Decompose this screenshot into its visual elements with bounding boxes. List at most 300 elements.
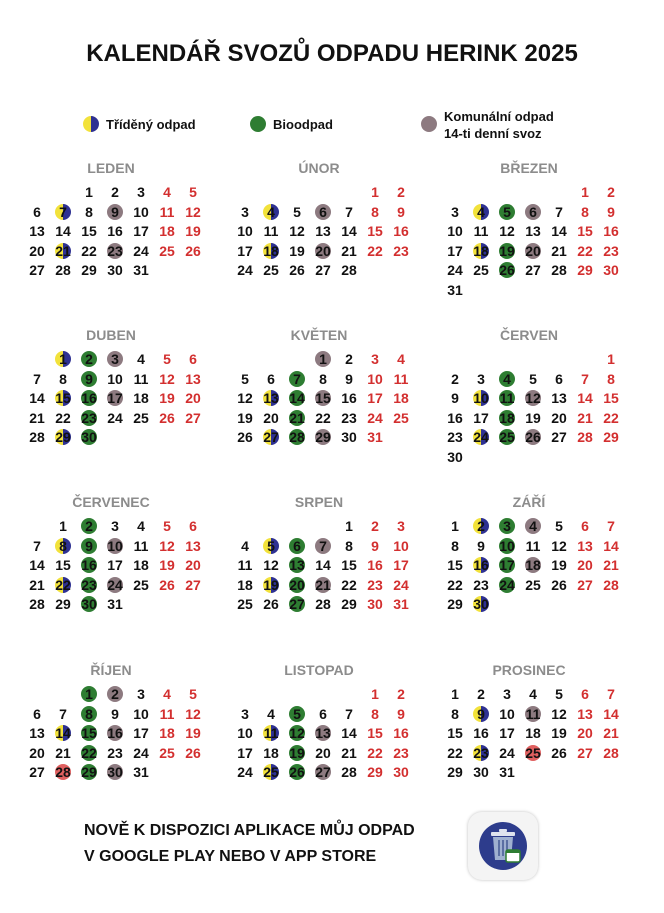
day-number: 7: [33, 537, 41, 554]
day-cell: [76, 575, 102, 595]
day-number: 24: [107, 409, 123, 426]
day-cell: [50, 762, 76, 782]
day-cell: [258, 704, 284, 724]
day-cell: [362, 369, 388, 389]
day-cell: [76, 723, 102, 743]
day-number: 16: [393, 223, 409, 239]
day-cell: [362, 762, 388, 782]
day-cell: [572, 182, 598, 202]
day-cell: [76, 369, 102, 389]
legend-komunalni: [421, 108, 554, 142]
day-cell: [180, 516, 206, 536]
day-cell: [388, 555, 414, 575]
day-number: 6: [555, 370, 563, 387]
day-number: 7: [581, 370, 589, 387]
legend-text-block: [444, 108, 554, 142]
day-cell: [468, 594, 494, 614]
day-number: 14: [55, 725, 71, 741]
day-number: 26: [263, 596, 279, 612]
day-number: 18: [133, 390, 149, 406]
day-cell: [180, 743, 206, 763]
day-cell: [520, 555, 546, 575]
day-cell: [572, 408, 598, 428]
day-number: 22: [55, 409, 71, 426]
day-number: 13: [29, 223, 45, 239]
day-cell: [520, 241, 546, 261]
day-cell: [128, 260, 154, 280]
footer-line-1: NOVĚ K DISPOZICI APLIKACE MŮJ ODPAD: [84, 822, 415, 839]
day-number: 11: [237, 557, 253, 573]
day-number: 19: [289, 242, 305, 259]
day-cell: [388, 388, 414, 408]
day-number: 25: [237, 596, 253, 612]
day-cell: [24, 369, 50, 389]
day-cell: [24, 388, 50, 408]
day-cell: [232, 575, 258, 595]
day-cell: [468, 684, 494, 704]
day-number: 28: [29, 429, 45, 445]
day-cell: [310, 555, 336, 575]
day-number: 20: [577, 725, 593, 741]
day-cell: [128, 202, 154, 222]
day-number: 11: [499, 390, 515, 406]
day-cell: [546, 684, 572, 704]
day-number: 1: [59, 351, 67, 367]
day-number: 24: [473, 429, 489, 445]
day-cell: [336, 743, 362, 763]
day-number: 10: [473, 390, 489, 406]
day-number: 2: [477, 686, 485, 702]
day-number: 27: [525, 262, 541, 278]
day-cell: [442, 762, 468, 782]
day-number: 9: [371, 537, 379, 554]
day-number: 22: [447, 576, 463, 593]
day-cell: [546, 704, 572, 724]
day-cell: [180, 182, 206, 202]
day-number: 5: [189, 184, 197, 200]
day-cell: [598, 723, 624, 743]
legend-trideny: [83, 116, 196, 133]
day-number: 13: [289, 557, 305, 573]
day-number: 13: [185, 537, 201, 554]
day-number: 17: [107, 557, 123, 573]
day-number: 12: [289, 223, 305, 239]
day-cell: [102, 743, 128, 763]
day-cell: [284, 221, 310, 241]
day-number: 11: [263, 223, 279, 239]
day-number: 21: [341, 744, 357, 761]
day-cell: [128, 408, 154, 428]
day-cell: [520, 388, 546, 408]
day-cell: [180, 349, 206, 369]
day-cell: [520, 221, 546, 241]
day-number: 7: [555, 203, 563, 220]
day-cell: [442, 536, 468, 556]
day-cell: [310, 575, 336, 595]
day-cell: [336, 388, 362, 408]
day-cell: [388, 349, 414, 369]
day-cell: [258, 743, 284, 763]
day-cell: [154, 575, 180, 595]
day-cell: [442, 594, 468, 614]
day-number: 12: [185, 203, 201, 220]
day-cell: [50, 516, 76, 536]
day-number: 4: [137, 518, 145, 534]
day-number: 28: [315, 596, 331, 612]
day-cell: [468, 241, 494, 261]
day-number: 21: [29, 409, 45, 426]
month-name: ČERVEN: [499, 327, 559, 343]
day-cell: [362, 743, 388, 763]
day-number: 13: [551, 390, 567, 406]
day-number: 7: [59, 203, 67, 220]
day-number: 30: [473, 596, 489, 612]
day-cell: [468, 575, 494, 595]
day-cell: [76, 516, 102, 536]
day-cell: [388, 704, 414, 724]
day-number: 18: [525, 557, 541, 573]
day-number: 23: [81, 576, 97, 593]
day-cell: [232, 202, 258, 222]
day-number: 5: [163, 351, 171, 367]
day-cell: [76, 182, 102, 202]
day-cell: [50, 743, 76, 763]
day-cell: [598, 427, 624, 447]
day-cell: [572, 260, 598, 280]
day-cell: [546, 516, 572, 536]
day-number: 18: [263, 744, 279, 761]
day-cell: [572, 704, 598, 724]
day-number: 9: [111, 705, 119, 722]
day-number: 18: [473, 242, 489, 259]
day-number: 5: [293, 705, 301, 722]
day-number: 3: [503, 518, 511, 534]
day-number: 14: [55, 223, 71, 239]
month-name: LEDEN: [87, 160, 135, 176]
day-number: 20: [185, 557, 201, 573]
day-number: 20: [29, 242, 45, 259]
day-number: 28: [341, 262, 357, 278]
day-number: 20: [263, 409, 279, 426]
day-cell: [180, 704, 206, 724]
day-cell: [494, 723, 520, 743]
day-number: 26: [159, 409, 175, 426]
day-number: 18: [525, 725, 541, 741]
day-number: 26: [525, 429, 541, 445]
day-number: 17: [133, 223, 149, 239]
day-cell: [572, 202, 598, 222]
day-cell: [284, 202, 310, 222]
footer-line-2: V GOOGLE PLAY NEBO V APP STORE: [84, 848, 377, 865]
day-cell: [494, 555, 520, 575]
day-number: 24: [133, 242, 149, 259]
day-number: 10: [107, 537, 123, 554]
day-number: 7: [33, 370, 41, 387]
day-cell: [180, 684, 206, 704]
day-cell: [310, 408, 336, 428]
day-number: 4: [397, 351, 405, 367]
komunalni-icon: [421, 116, 437, 132]
legend-label: Tříděný odpad: [106, 117, 196, 132]
day-number: 10: [447, 223, 463, 239]
day-cell: [102, 369, 128, 389]
day-number: 8: [59, 537, 67, 554]
day-number: 27: [185, 576, 201, 593]
day-number: 5: [529, 370, 537, 387]
day-number: 13: [577, 537, 593, 554]
day-cell: [258, 388, 284, 408]
day-cell: [232, 723, 258, 743]
day-cell: [50, 408, 76, 428]
day-number: 9: [85, 370, 93, 387]
day-number: 4: [241, 537, 249, 554]
day-cell: [102, 536, 128, 556]
day-cell: [232, 704, 258, 724]
day-cell: [128, 241, 154, 261]
day-cell: [258, 408, 284, 428]
day-cell: [388, 516, 414, 536]
day-cell: [468, 388, 494, 408]
day-number: 20: [315, 744, 331, 761]
day-number: 11: [525, 705, 541, 722]
day-cell: [598, 369, 624, 389]
day-number: 9: [451, 390, 459, 406]
day-number: 17: [473, 409, 489, 426]
day-cell: [442, 260, 468, 280]
day-number: 19: [551, 725, 567, 741]
day-number: 27: [315, 764, 331, 780]
day-number: 24: [133, 744, 149, 761]
day-number: 5: [189, 686, 197, 702]
day-number: 19: [237, 409, 253, 426]
month-name: ZÁŘÍ: [512, 494, 546, 510]
day-number: 21: [603, 557, 619, 573]
day-cell: [128, 536, 154, 556]
day-cell: [310, 762, 336, 782]
day-cell: [494, 388, 520, 408]
day-number: 9: [111, 203, 119, 220]
day-number: 29: [603, 429, 619, 445]
day-number: 8: [451, 537, 459, 554]
day-number: 31: [393, 596, 409, 612]
day-number: 14: [603, 537, 619, 554]
day-number: 22: [315, 409, 331, 426]
day-cell: [494, 221, 520, 241]
day-cell: [442, 427, 468, 447]
day-cell: [494, 369, 520, 389]
day-number: 8: [319, 370, 327, 387]
day-cell: [258, 369, 284, 389]
day-number: 25: [525, 576, 541, 593]
day-number: 27: [551, 429, 567, 445]
day-cell: [24, 594, 50, 614]
day-number: 25: [473, 262, 489, 278]
day-number: 29: [55, 596, 71, 612]
day-number: 15: [81, 725, 97, 741]
legend-bioodpad: [250, 116, 333, 133]
day-number: 19: [159, 390, 175, 406]
day-cell: [50, 349, 76, 369]
day-cell: [494, 704, 520, 724]
day-number: 21: [55, 744, 71, 761]
day-number: 12: [551, 537, 567, 554]
day-number: 22: [367, 242, 383, 259]
day-cell: [180, 555, 206, 575]
day-cell: [336, 241, 362, 261]
day-number: 3: [241, 705, 249, 722]
day-number: 13: [29, 725, 45, 741]
day-number: 30: [81, 429, 97, 445]
trideny-icon: [83, 116, 99, 132]
day-number: 10: [499, 705, 515, 722]
day-cell: [388, 762, 414, 782]
day-cell: [76, 260, 102, 280]
day-number: 15: [81, 223, 97, 239]
day-cell: [24, 408, 50, 428]
day-number: 7: [345, 705, 353, 722]
app-icon[interactable]: [468, 812, 538, 880]
day-number: 16: [393, 725, 409, 741]
day-cell: [102, 723, 128, 743]
day-cell: [50, 575, 76, 595]
day-cell: [388, 743, 414, 763]
day-number: 24: [237, 262, 253, 278]
day-cell: [154, 536, 180, 556]
day-cell: [520, 408, 546, 428]
day-number: 15: [447, 557, 463, 573]
day-number: 11: [133, 537, 149, 554]
day-number: 3: [503, 686, 511, 702]
day-cell: [546, 555, 572, 575]
day-number: 1: [85, 686, 93, 702]
day-number: 28: [341, 764, 357, 780]
day-number: 9: [477, 537, 485, 554]
day-cell: [128, 704, 154, 724]
day-cell: [520, 704, 546, 724]
day-number: 27: [185, 409, 201, 426]
day-number: 1: [319, 351, 327, 367]
day-cell: [50, 555, 76, 575]
day-number: 3: [241, 203, 249, 220]
day-cell: [310, 260, 336, 280]
month-name: KVĚTEN: [290, 327, 348, 343]
day-number: 31: [133, 764, 149, 780]
day-number: 20: [315, 242, 331, 259]
day-number: 14: [29, 390, 45, 406]
day-cell: [128, 684, 154, 704]
day-number: 24: [499, 576, 515, 593]
day-cell: [494, 408, 520, 428]
day-number: 27: [289, 596, 305, 612]
day-number: 22: [447, 744, 463, 761]
day-cell: [154, 388, 180, 408]
day-cell: [154, 516, 180, 536]
day-number: 21: [603, 725, 619, 741]
day-cell: [154, 684, 180, 704]
day-cell: [468, 704, 494, 724]
day-cell: [102, 241, 128, 261]
day-number: 13: [185, 370, 201, 387]
day-number: 21: [341, 242, 357, 259]
day-number: 22: [55, 576, 71, 593]
month-name: SRPEN: [294, 494, 344, 510]
day-cell: [598, 260, 624, 280]
day-cell: [468, 723, 494, 743]
day-cell: [442, 516, 468, 536]
day-number: 12: [525, 390, 541, 406]
day-cell: [494, 516, 520, 536]
day-cell: [336, 704, 362, 724]
day-number: 15: [367, 223, 383, 239]
day-number: 13: [577, 705, 593, 722]
day-cell: [284, 408, 310, 428]
day-number: 13: [315, 725, 331, 741]
day-cell: [180, 202, 206, 222]
day-cell: [520, 260, 546, 280]
day-cell: [520, 743, 546, 763]
day-number: 18: [159, 725, 175, 741]
day-cell: [76, 555, 102, 575]
day-cell: [362, 202, 388, 222]
day-number: 4: [163, 184, 171, 200]
day-cell: [102, 516, 128, 536]
day-number: 16: [367, 557, 383, 573]
day-cell: [336, 723, 362, 743]
day-cell: [572, 684, 598, 704]
day-number: 19: [499, 242, 515, 259]
day-number: 9: [397, 705, 405, 722]
day-cell: [310, 536, 336, 556]
day-number: 23: [107, 242, 123, 259]
day-number: 3: [111, 351, 119, 367]
day-number: 16: [603, 223, 619, 239]
day-number: 27: [315, 262, 331, 278]
day-number: 22: [81, 744, 97, 761]
day-number: 26: [185, 744, 201, 761]
day-cell: [336, 369, 362, 389]
day-number: 19: [185, 725, 201, 741]
day-cell: [546, 427, 572, 447]
day-number: 8: [451, 705, 459, 722]
day-number: 24: [237, 764, 253, 780]
day-cell: [24, 762, 50, 782]
day-number: 28: [289, 429, 305, 445]
day-number: 17: [499, 725, 515, 741]
day-number: 13: [263, 390, 279, 406]
month-name: DUBEN: [86, 327, 136, 343]
day-number: 5: [293, 203, 301, 220]
day-cell: [284, 594, 310, 614]
day-cell: [284, 241, 310, 261]
day-number: 2: [397, 686, 405, 702]
day-number: 20: [289, 576, 305, 593]
day-number: 12: [499, 223, 515, 239]
day-number: 19: [159, 557, 175, 573]
day-number: 16: [81, 557, 97, 573]
day-cell: [232, 594, 258, 614]
day-number: 8: [85, 705, 93, 722]
day-cell: [442, 723, 468, 743]
day-number: 21: [551, 242, 567, 259]
day-cell: [442, 555, 468, 575]
day-number: 17: [367, 390, 383, 406]
day-cell: [520, 516, 546, 536]
day-cell: [232, 221, 258, 241]
day-cell: [546, 743, 572, 763]
day-cell: [468, 762, 494, 782]
day-cell: [232, 241, 258, 261]
day-number: 28: [577, 429, 593, 445]
